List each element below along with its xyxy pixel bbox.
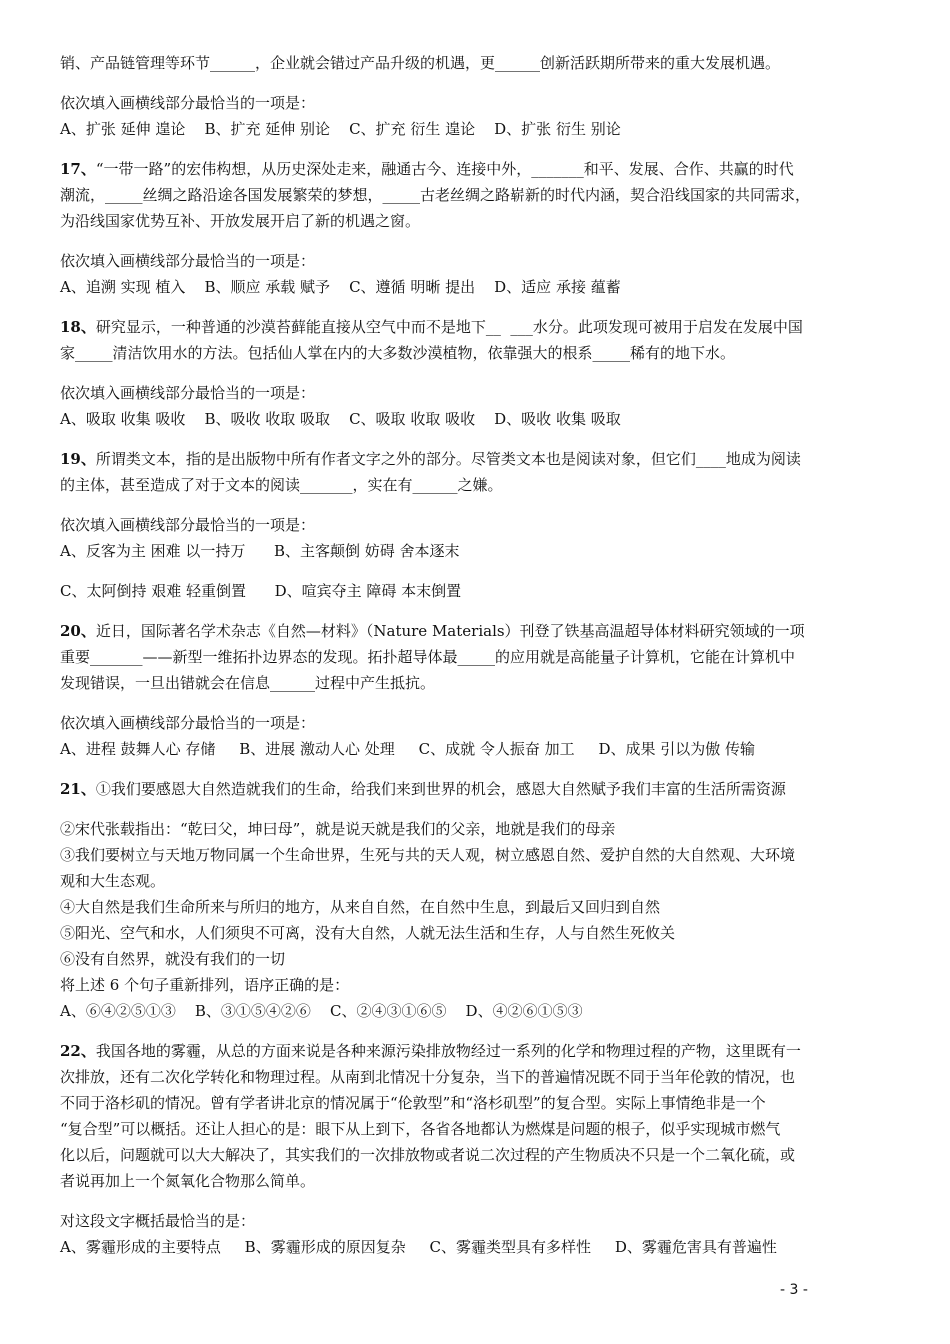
q22-line3: 不同于洛杉矶的情况。曾有学者讲北京的情况属于“伦敦型”和“洛杉矶型”的复合型。实际上事情绝非是一个	[60, 1094, 766, 1112]
q17-line2: 潮流，_____丝绸之路沿途各国发展繁荣的梦想，_____古老丝绸之路崭新的时代内涵，契合沿线国家的共同需求，	[60, 186, 811, 204]
q22-prompt: 对这段文字概括最恰当的是：	[60, 1212, 256, 1230]
q20-number: 20、	[60, 622, 96, 640]
q20-options: A、进程 鼓舞人心 存储 B、进展 激动人心 处理 C、成就 令人振奋 加工 D、成果 引以为傲 传输	[60, 740, 756, 758]
q19-options-cd: C、太阿倒持 艰难 轻重倒置 D、喧宾夺主 障碍 本末倒置	[60, 582, 462, 600]
q20-text: 近日，国际著名学术杂志《自然—材料》（Nature Materials）刊登了铁基高温超导体材料研究领域的一项	[95, 622, 805, 640]
q22-options: A、雾霾形成的主要特点 B、雾霾形成的原因复杂 C、雾霾类型具有多样性 D、雾霾危害具有普遍性	[60, 1238, 777, 1256]
q19-number: 19、	[60, 450, 96, 468]
q22-line2: 次排放，还有二次化学转化和物理过程。从南到北情况十分复杂，当下的普遍情况既不同于当年伦敦的情况，也	[60, 1068, 796, 1086]
q17-prompt: 依次填入画横线部分最恰当的一项是：	[60, 252, 316, 270]
q20-line3: 发现错误，一旦出错就会在信息______过程中产生抵抗。	[60, 674, 436, 692]
q18-options: A、吸取 收集 吸收 B、吸收 收取 吸取 C、吸取 收取 吸收 D、吸收 收集 吸取	[60, 410, 621, 428]
q21-options: A、⑥④②⑤①③ B、③①⑤④②⑥ C、②④③①⑥⑤ D、④②⑥①⑤③	[60, 1002, 583, 1020]
document-page	[60, 50, 890, 1260]
q21-number: 21、	[60, 780, 96, 798]
q19-options-ab: A、反客为主 困难 以一持万 B、主客颠倒 妨碍 舍本逐末	[60, 542, 460, 560]
q21-prompt: 将上述 6 个句子重新排列，语序正确的是：	[60, 976, 350, 994]
q21-sentence-2: ②宋代张载指出：“乾曰父，坤曰母”，就是说天就是我们的父亲，地就是我们的母亲	[60, 820, 616, 838]
q20-line2: 重要_______——新型一维拓扑边界态的发现。拓扑超导体最_____的应用就是高能量子计算机，它能在计算机中	[60, 648, 796, 666]
q21-sentence-1	[60, 776, 890, 802]
q19-prompt: 依次填入画横线部分最恰当的一项是：	[60, 516, 316, 534]
q21-sentence-6: ⑥没有自然界，就没有我们的一切	[60, 950, 286, 968]
q19-line2: 的主体，甚至造成了对于文本的阅读_______，实在有______之嫌。	[60, 476, 503, 494]
q16-continuation: 销、产品链管理等环节______，企业就会错过产品升级的机遇，更______创新活跃期所带来的重大发展机遇。	[60, 54, 781, 72]
q16-options: A、扩张 延伸 遑论 B、扩充 延伸 别论 C、扩充 衍生 遑论 D、扩张 衍生 别论	[60, 120, 621, 138]
q17-line3: 为沿线国家优势互补、开放发展开启了新的机遇之窗。	[60, 212, 421, 230]
q18-line2: 家_____清洁饮用水的方法。包括仙人掌在内的大多数沙漠植物，依靠强大的根系_____稀有的地下水。	[60, 344, 736, 362]
q18-number: 18、	[60, 318, 96, 336]
q19-line1	[60, 446, 890, 472]
q20-prompt: 依次填入画横线部分最恰当的一项是：	[60, 714, 316, 732]
q21-sentence-3b: 观和大生态观。	[60, 872, 166, 890]
q17-text: “一带一路”的宏伟构想，从历史深处走来，融通古今、连接中外，_______和平、发展、合作、共赢的时代	[95, 160, 794, 178]
q22-line5: 化以后，问题就可以大大解决了，其实我们的一次排放物或者说二次过程的产生物质决不只是一个二氧化硫，或	[60, 1146, 796, 1164]
q18-prompt: 依次填入画横线部分最恰当的一项是：	[60, 384, 316, 402]
q19-text: 所谓类文本，指的是出版物中所有作者文字之外的部分。尽管类文本也是阅读对象，但它们____地成为阅读	[95, 450, 801, 468]
q22-number: 22、	[60, 1042, 96, 1060]
q21-sentence-3a: ③我们要树立与天地万物同属一个生命世界，生死与共的天人观，树立感恩自然、爱护自然的大自然观、大环境	[60, 846, 796, 864]
q22-line6: 者说再加上一个氮氧化合物那么简单。	[60, 1172, 316, 1190]
q17-number: 17、	[60, 160, 96, 178]
q22-text: 我国各地的雾霾，从总的方面来说是各种来源污染排放物经过一系列的化学和物理过程的产物，这里既有一	[95, 1042, 801, 1060]
q17-line1	[60, 156, 890, 182]
q22-line1	[60, 1038, 890, 1064]
q17-options: A、追溯 实现 植入 B、顺应 承载 赋予 C、遵循 明晰 提出 D、适应 承接 蕴蓄	[60, 278, 621, 296]
q16-prompt: 依次填入画横线部分最恰当的一项是：	[60, 94, 316, 112]
q20-line1	[60, 618, 890, 644]
q18-text: 研究显示，一种普通的沙漠苔藓能直接从空气中而不是地下__ ___水分。此项发现可被用于启发在发展中国	[95, 318, 803, 336]
q22-line4: “复合型”可以概括。还让人担心的是：眼下从上到下，各省各地都认为燃煤是问题的根子，似乎实现城市燃气	[60, 1120, 781, 1138]
q21-sentence-4: ④大自然是我们生命所来与所归的地方，从来自自然，在自然中生息，到最后又回归到自然	[60, 898, 661, 916]
q21-text: ①我们要感恩大自然造就我们的生命，给我们来到世界的机会，感恩大自然赋予我们丰富的生活所需资源	[95, 780, 786, 798]
q21-sentence-5: ⑤阳光、空气和水，人们须臾不可离，没有大自然，人就无法生活和生存，人与自然生死攸关	[60, 924, 676, 942]
q18-line1	[60, 314, 890, 340]
page-number: - 3 -	[780, 1282, 808, 1298]
